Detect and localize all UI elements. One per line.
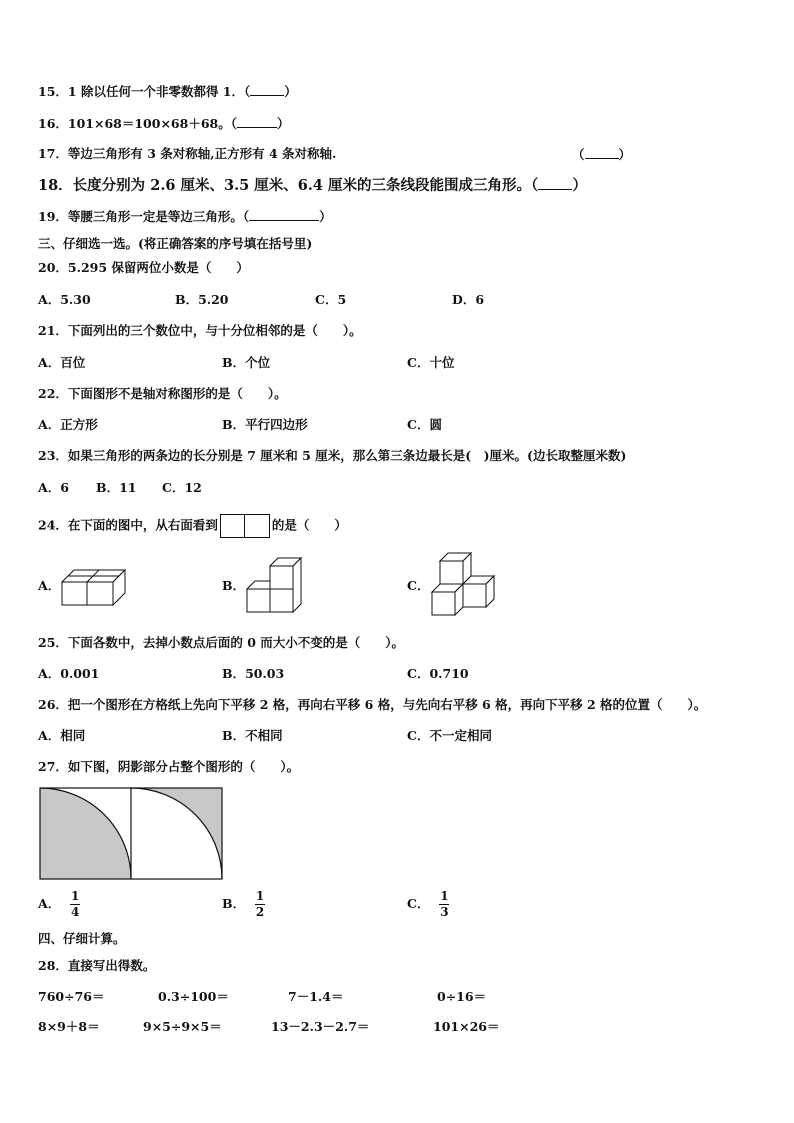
option-b[interactable]: B．不相同 (222, 728, 283, 743)
calc-item: 0.3÷100＝ (158, 989, 229, 1004)
section-heading-3: 三、仔细选一选。(将正确答案的序号填在括号里) (38, 236, 313, 251)
question-18-text: 18．长度分别为 2.6 厘米、3.5 厘米、6.4 厘米的三条线段能围成三角形。（ (38, 177, 539, 194)
question-28: 28．直接写出得数。 (38, 958, 156, 973)
fraction: $\frac{1}{2}$ (255, 889, 265, 919)
calc-item: 7－1.4＝ (288, 989, 344, 1004)
option-b[interactable]: B．个位 (222, 355, 271, 370)
cube-figure-c (430, 551, 500, 617)
cube-figure-b (245, 556, 305, 614)
fraction: $\frac{1}{3}$ (440, 889, 449, 919)
question-19-text: 19．等腰三角形一定是等边三角形。（ (38, 209, 250, 224)
shaded-quarter-circles-figure (39, 787, 225, 881)
calc-item: 760÷76＝ (38, 989, 105, 1004)
option-c[interactable]: C．12 (162, 480, 202, 495)
fraction: $\frac{1}{4}$ (71, 889, 80, 919)
option-b[interactable]: B．5.20 (175, 292, 229, 307)
option-c[interactable]: C．不一定相同 (407, 728, 492, 743)
option-c[interactable]: C．0.710 (407, 666, 469, 681)
option-a[interactable]: A． $\frac{1}{4}$ (38, 889, 80, 919)
question-18: 18．长度分别为 2.6 厘米、3.5 厘米、6.4 厘米的三条线段能围成三角形。（ ） (38, 177, 587, 194)
question-17-answer: （ ） (572, 147, 632, 162)
option-a[interactable]: A．相同 (38, 728, 86, 743)
option-c[interactable]: C． $\frac{1}{3}$ (407, 889, 449, 919)
question-19: 19．等腰三角形一定是等边三角形。（ ） (38, 209, 332, 224)
question-20: 20．5.295 保留两位小数是（ ） (38, 260, 249, 275)
calc-item: 13－2.3－2.7＝ (271, 1019, 370, 1034)
option-b[interactable]: B． $\frac{1}{2}$ (222, 889, 265, 919)
question-16-text: 16．101×68＝100×68＋68。（ (38, 116, 237, 131)
option-a[interactable]: A．正方形 (38, 417, 98, 432)
calc-item: 8×9＋8＝ (38, 1019, 100, 1034)
option-d[interactable]: D．6 (452, 292, 485, 307)
answer-blank[interactable] (249, 208, 319, 221)
question-22: 22．下面图形不是轴对称图形的是（ ）。 (38, 386, 287, 401)
option-a[interactable]: A．百位 (38, 355, 86, 370)
question-17 (38, 146, 336, 162)
question-27: 27．如下图，阴影部分占整个图形的（ ）。 (38, 759, 300, 774)
answer-blank[interactable] (250, 83, 284, 96)
section-heading-4: 四、仔细计算。 (38, 931, 126, 946)
question-15: 15．1 除以任何一个非零数都得 1．（ ） (38, 84, 297, 99)
option-b[interactable]: B．11 (96, 480, 137, 495)
question-25: 25．下面各数中，去掉小数点后面的 0 而大小不变的是（ ）。 (38, 635, 405, 650)
option-c[interactable]: C．圆 (407, 417, 442, 432)
option-b[interactable]: B．50.03 (222, 666, 285, 681)
option-b[interactable]: B．平行四边形 (222, 417, 308, 432)
option-a[interactable]: A．6 (38, 480, 69, 495)
question-26: 26．把一个图形在方格纸上先向下平移 2 格，再向右平移 6 格，与先向右平移 6 格，再向下平移 2 格的位置（ ）。 (38, 697, 707, 712)
calc-item: 101×26＝ (433, 1019, 500, 1034)
question-16: 16．101×68＝100×68＋68。（ ） (38, 116, 290, 131)
question-23: 23．如果三角形的两条边的长分别是 7 厘米和 5 厘米，那么第三条边最长是( )厘米。(边长取整厘米数) (38, 448, 627, 463)
calc-item: 0÷16＝ (437, 989, 487, 1004)
question-17-text: 17．等边三角形有 3 条对称轴,正方形有 4 条对称轴. (38, 146, 337, 161)
option-c[interactable]: C．十位 (407, 355, 455, 370)
answer-blank[interactable] (585, 146, 619, 159)
option-a[interactable]: A．0.001 (38, 666, 100, 681)
cube-figure-a (60, 562, 130, 608)
question-21: 21．下面列出的三个数位中，与十分位相邻的是（ ）。 (38, 323, 362, 338)
answer-blank[interactable] (237, 115, 277, 128)
option-c[interactable]: C．5 (315, 292, 347, 307)
option-c[interactable]: C． (407, 578, 430, 593)
option-a[interactable]: A． (38, 578, 61, 593)
question-24: 24．在下面的图中，从右面看到 的是（ ） (38, 514, 347, 538)
option-a[interactable]: A．5.30 (38, 292, 91, 307)
answer-blank[interactable] (538, 177, 572, 190)
calc-item: 9×5÷9×5＝ (143, 1019, 222, 1034)
question-15-text: 15．1 除以任何一个非零数都得 1．（ (38, 84, 251, 99)
option-b[interactable]: B． (222, 578, 246, 593)
right-view-two-squares-figure (220, 514, 270, 538)
